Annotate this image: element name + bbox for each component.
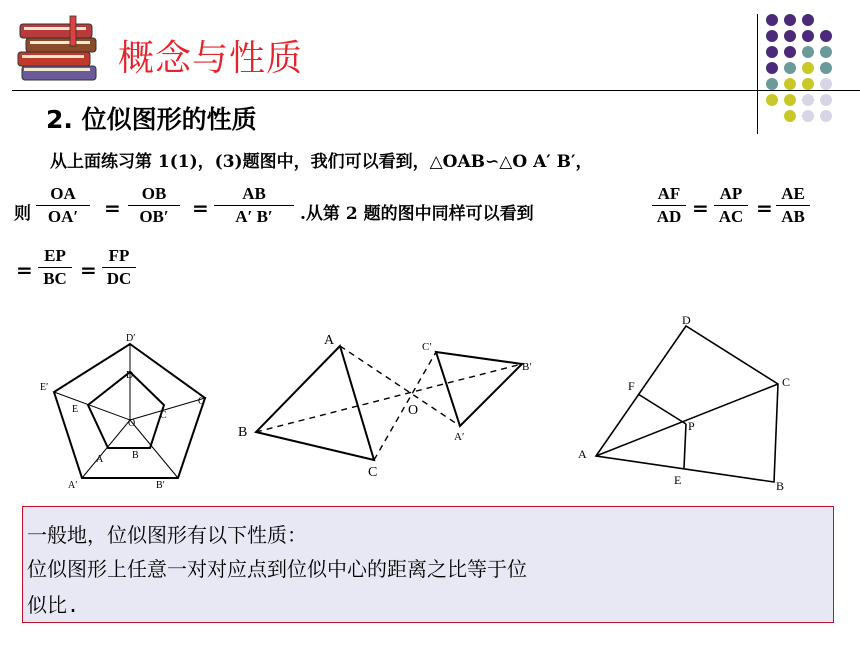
fraction-denominator: OB′ xyxy=(139,207,169,226)
equals-sign: = xyxy=(80,258,97,282)
decorative-dot xyxy=(784,78,796,90)
fraction-numerator: OB xyxy=(141,184,167,203)
label-f: F xyxy=(628,379,635,393)
summary-line-1: 一般地，位似图形有以下性质： xyxy=(27,523,307,547)
decorative-dot xyxy=(766,94,778,106)
decorative-dot xyxy=(802,46,814,58)
fraction-denominator: AD xyxy=(656,207,682,226)
fraction-denominator: OA′ xyxy=(47,207,79,226)
quadrilateral-abcd xyxy=(596,326,778,482)
paragraph-line-1: 从上面练习第 1(1)，(3)题图中，我们可以看到，△OAB∽△O A′ B′， xyxy=(50,152,593,172)
similar-triangles-figure xyxy=(232,326,542,486)
label-d-prime: D′ xyxy=(126,333,136,344)
label-b-prime: B′ xyxy=(522,361,532,373)
label-a-prime: A′ xyxy=(454,431,465,443)
label-c: C xyxy=(368,465,378,480)
fraction-af xyxy=(652,184,686,227)
decorative-dot xyxy=(784,110,796,122)
decorative-dot-grid xyxy=(762,12,842,136)
fraction-numerator: OA xyxy=(50,184,76,203)
diagonal-ac xyxy=(596,384,778,456)
fraction-denominator: BC xyxy=(43,269,67,288)
decorative-dot xyxy=(766,46,778,58)
section-heading: 2. 位似图形的性质 xyxy=(46,105,257,134)
label-a: A xyxy=(324,333,335,348)
decorative-dot xyxy=(766,62,778,74)
equals-sign: = xyxy=(692,196,709,220)
label-b: B xyxy=(776,479,785,493)
equals-sign: = xyxy=(16,258,33,282)
fraction-oa xyxy=(36,184,90,227)
quadrilateral-figure xyxy=(572,312,802,494)
fraction-denominator: AB xyxy=(781,207,805,226)
equals-sign: = xyxy=(104,196,121,220)
label-e: E xyxy=(72,404,79,415)
pentagon-figure xyxy=(30,330,220,490)
fraction-ae xyxy=(776,184,810,227)
summary-line-2: 位似图形上任意一对对应点到位似中心的距离之比等于位 xyxy=(27,557,527,581)
fraction-numerator: EP xyxy=(44,246,66,265)
label-b: B xyxy=(132,450,139,461)
decorative-dot xyxy=(766,78,778,90)
equals-sign: = xyxy=(756,196,773,220)
label-d: D xyxy=(126,370,134,381)
label-c-prime: C′ xyxy=(198,396,207,407)
decorative-dot xyxy=(802,78,814,90)
label-p: P xyxy=(688,419,695,433)
fraction-fp xyxy=(102,246,136,289)
label-c-prime: C′ xyxy=(422,341,432,353)
fraction-ob xyxy=(128,184,180,227)
page-title: 概念与性质 xyxy=(118,38,304,79)
decorative-dot xyxy=(766,30,778,42)
fraction-denominator: DC xyxy=(106,269,132,288)
property-summary-box xyxy=(22,506,834,623)
triangle-abc xyxy=(256,346,374,460)
decorative-dot xyxy=(820,78,832,90)
decorative-dot xyxy=(784,14,796,26)
label-e-prime: E′ xyxy=(40,382,49,393)
paragraph-prefix: 则 xyxy=(14,204,31,224)
decorative-dot xyxy=(766,14,778,26)
label-c: C xyxy=(782,375,791,389)
decorative-dot xyxy=(820,46,832,58)
fraction-denominator: AC xyxy=(718,207,744,226)
label-a-prime: A′ xyxy=(68,480,78,490)
inner-pentagon xyxy=(88,372,164,448)
fraction-numerator: AE xyxy=(781,184,805,203)
decorative-dot xyxy=(820,30,832,42)
summary-line-3: 似比. xyxy=(27,593,80,617)
fraction-denominator: A′ B′ xyxy=(235,207,273,226)
triangle-a-prime-b-prime-c-prime xyxy=(436,352,522,426)
decorative-dot xyxy=(784,30,796,42)
label-o: O xyxy=(408,403,419,418)
decorative-dot xyxy=(802,110,814,122)
decorative-dot xyxy=(802,94,814,106)
decorative-dot xyxy=(784,94,796,106)
label-b: B xyxy=(238,425,248,440)
label-o: O xyxy=(128,418,136,429)
label-c: C xyxy=(160,410,167,421)
fraction-numerator: AP xyxy=(719,184,743,203)
decorative-dot xyxy=(784,46,796,58)
fraction-numerator: AF xyxy=(657,184,681,203)
decorative-dot xyxy=(820,62,832,74)
stack-of-books-icon xyxy=(14,14,106,86)
fraction-numerator: AB xyxy=(242,184,266,203)
label-b-prime: B′ xyxy=(156,480,165,490)
header-divider xyxy=(12,90,860,91)
fraction-ap xyxy=(714,184,748,227)
label-a: A xyxy=(578,447,587,461)
fraction-ab xyxy=(214,184,294,227)
paragraph-mid-text: .从第 2 题的图中同样可以看到 xyxy=(300,204,534,224)
header-vertical-divider xyxy=(757,14,758,134)
decorative-dot xyxy=(802,62,814,74)
decorative-dot xyxy=(802,30,814,42)
fraction-ep xyxy=(38,246,72,289)
decorative-dot xyxy=(820,110,832,122)
fraction-numerator: FP xyxy=(108,246,130,265)
decorative-dot xyxy=(802,14,814,26)
equals-sign: = xyxy=(192,196,209,220)
decorative-dot xyxy=(820,94,832,106)
label-d: D xyxy=(682,313,691,327)
decorative-dot xyxy=(784,62,796,74)
label-a: A xyxy=(96,454,104,465)
label-e: E xyxy=(674,473,682,487)
